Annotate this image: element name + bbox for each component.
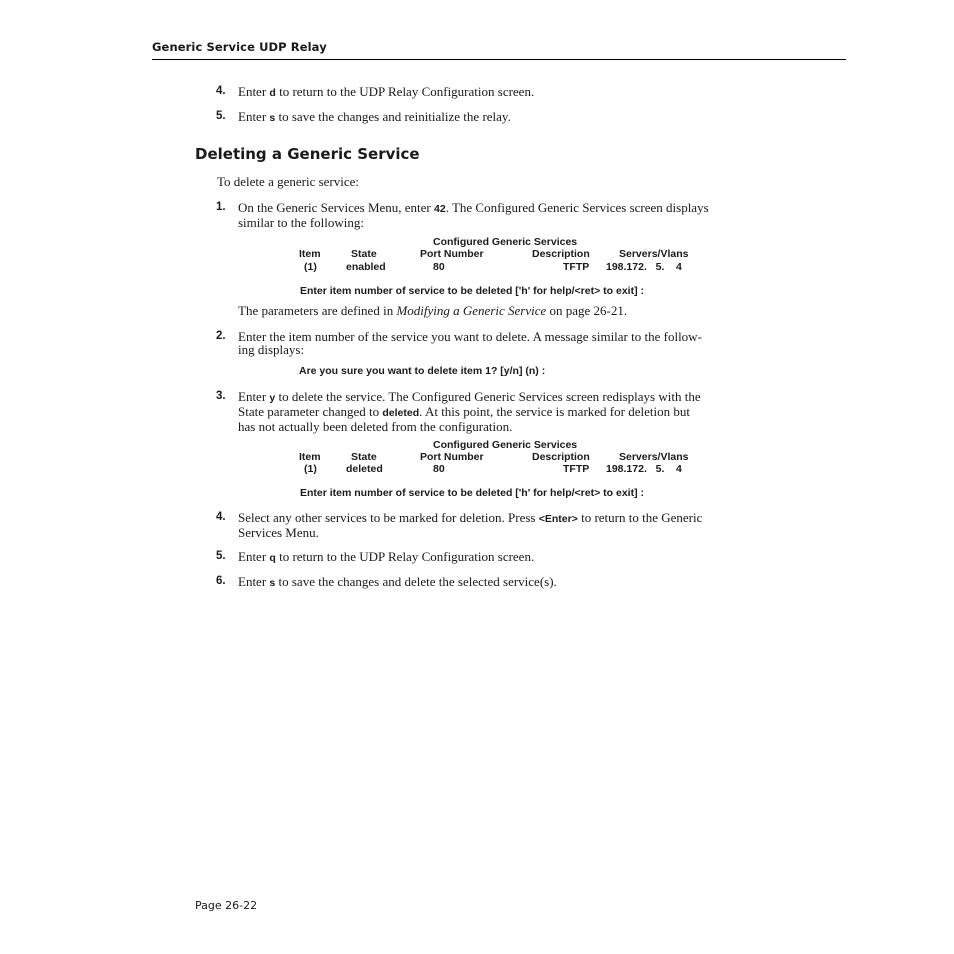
- section-heading: Deleting a Generic Service: [195, 145, 420, 163]
- screen-output-2: [296, 439, 706, 509]
- page-number: Page 26-22: [195, 899, 258, 912]
- step-text: Enter the item number of the service you want to delete. A message similar to the follow- ing displays:: [238, 329, 702, 357]
- screen-title: Configured Generic Services: [433, 236, 578, 248]
- key-label: y: [269, 392, 276, 404]
- step-number: 5.: [216, 110, 226, 122]
- col-header: Port Number: [420, 451, 484, 463]
- screen-prompt: Enter item number of service to be deleted ['h' for help/<ret> to exit] :: [300, 285, 644, 297]
- col-header: Port Number: [420, 248, 484, 260]
- col-header: State: [351, 248, 377, 260]
- step-text: Select any other services to be marked for deletion. Press <Enter> to return to the Generic Services Menu.: [238, 510, 703, 540]
- params-note: The parameters are defined in Modifying a Generic Service on page 26-21.: [238, 303, 628, 318]
- cell-description: TFTP: [563, 463, 590, 475]
- step-number: 4.: [216, 511, 226, 523]
- cell-port: 80: [433, 261, 445, 273]
- col-header: State: [351, 451, 377, 463]
- step-text: Enter q to return to the UDP Relay Configuration screen.: [238, 549, 535, 564]
- key-label: <Enter>: [538, 513, 578, 525]
- cell-port: 80: [433, 463, 445, 475]
- section-intro: To delete a generic service:: [217, 174, 360, 189]
- screen-title: Configured Generic Services: [433, 439, 578, 451]
- col-header: Servers/Vlans: [619, 248, 689, 260]
- screen-prompt: Enter item number of service to be deleted ['h' for help/<ret> to exit] :: [300, 487, 644, 499]
- step-number: 1.: [216, 201, 226, 213]
- key-label: q: [269, 552, 276, 564]
- step-text: Enter y to delete the service. The Configured Generic Services screen redisplays with the State parameter changed to deleted. At this point, the service is marked for deletion but has not actually been deleted from the configuration.: [238, 389, 701, 434]
- key-label: s: [269, 577, 276, 589]
- screen-output-1: [296, 236, 706, 306]
- step-text: Enter s to save the changes and delete the selected service(s).: [238, 574, 557, 589]
- step-text: Enter s to save the changes and reinitialize the relay.: [238, 109, 511, 124]
- cell-description: TFTP: [563, 261, 590, 273]
- step-number: 4.: [216, 85, 226, 97]
- cell-servers: 198.172. 5. 4: [606, 463, 682, 475]
- col-header: Servers/Vlans: [619, 451, 689, 463]
- screen-prompt: Are you sure you want to delete item 1? [y/n] (n) :: [299, 365, 546, 377]
- cross-reference: Modifying a Generic Service: [396, 303, 547, 318]
- key-label: s: [269, 112, 276, 124]
- key-label: d: [269, 87, 276, 99]
- key-label: deleted: [382, 407, 420, 419]
- running-header: Generic Service UDP Relay: [152, 40, 327, 54]
- header-rule: [152, 59, 846, 60]
- cell-state: deleted: [346, 463, 383, 475]
- cell-item: (1): [304, 463, 317, 475]
- step-number: 2.: [216, 330, 226, 342]
- step-text: On the Generic Services Menu, enter 42. The Configured Generic Services screen displays similar to the following:: [238, 200, 709, 230]
- key-label: 42: [434, 203, 446, 215]
- step-number: 3.: [216, 390, 226, 402]
- step-text: Enter d to return to the UDP Relay Configuration screen.: [238, 84, 535, 99]
- col-header: Description: [532, 451, 590, 463]
- cell-item: (1): [304, 261, 317, 273]
- col-header: Item: [299, 248, 321, 260]
- col-header: Description: [532, 248, 590, 260]
- cell-servers: 198.172. 5. 4: [606, 261, 682, 273]
- step-number: 6.: [216, 575, 226, 587]
- cell-state: enabled: [346, 261, 386, 273]
- col-header: Item: [299, 451, 321, 463]
- step-number: 5.: [216, 550, 226, 562]
